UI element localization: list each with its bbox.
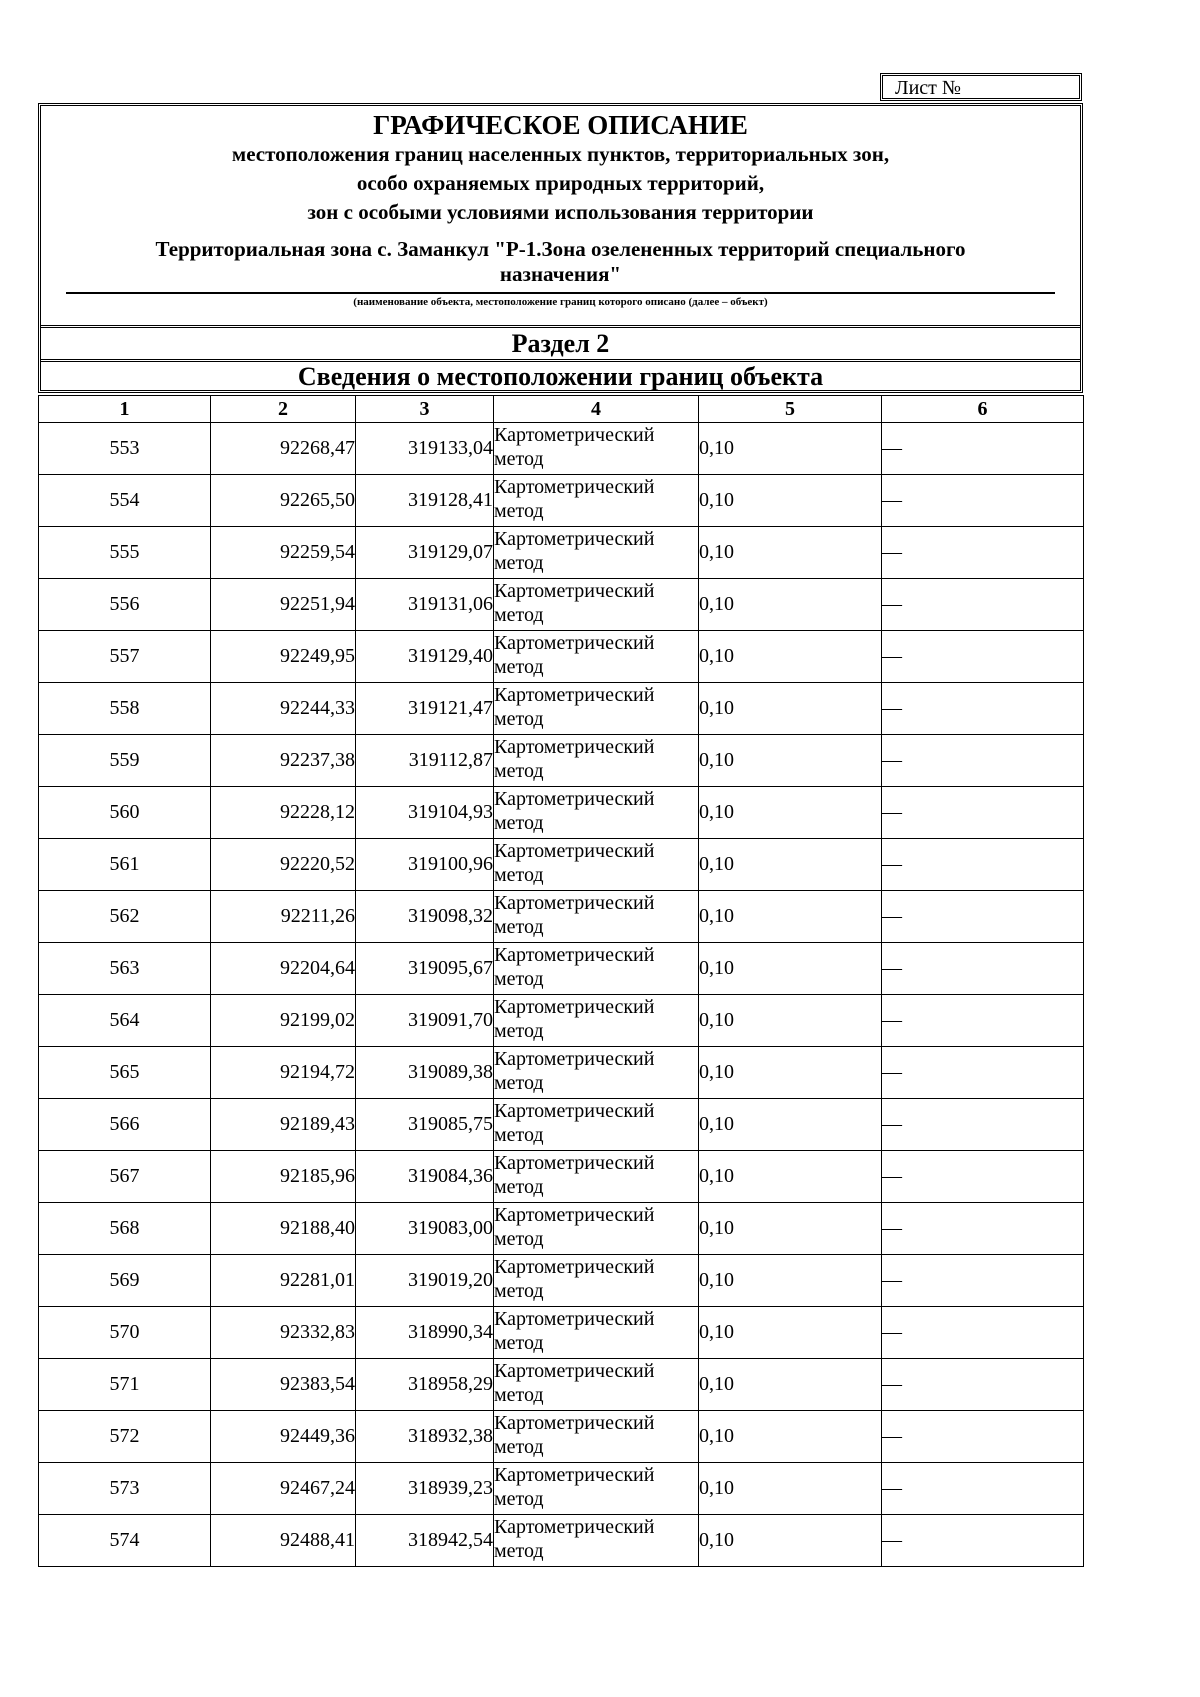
point-number-cell: 573 — [39, 1463, 211, 1515]
method-cell: Картометрический метод — [494, 735, 699, 787]
accuracy-cell: 0,10 — [699, 735, 882, 787]
coordinate-y-cell: 319129,40 — [356, 631, 494, 683]
method-cell: Картометрический метод — [494, 1307, 699, 1359]
coordinate-y-cell: 319089,38 — [356, 1047, 494, 1099]
coordinate-y-cell: 318990,34 — [356, 1307, 494, 1359]
coordinate-x-cell: 92211,26 — [211, 891, 356, 943]
coordinate-y-cell: 319100,96 — [356, 839, 494, 891]
sheet-number-box — [880, 73, 1082, 101]
method-cell: Картометрический метод — [494, 1515, 699, 1567]
column-header: 6 — [882, 396, 1084, 423]
method-cell: Картометрический метод — [494, 475, 699, 527]
coordinate-x-cell: 92251,94 — [211, 579, 356, 631]
coordinate-y-cell: 319131,06 — [356, 579, 494, 631]
table-body — [39, 423, 1084, 1567]
coordinate-y-cell: 318958,29 — [356, 1359, 494, 1411]
method-cell: Картометрический метод — [494, 1047, 699, 1099]
accuracy-cell: 0,10 — [699, 683, 882, 735]
note-cell: — — [882, 1047, 1084, 1099]
table-row — [39, 891, 1084, 943]
coordinate-y-cell: 319084,36 — [356, 1151, 494, 1203]
coordinate-y-cell: 319129,07 — [356, 527, 494, 579]
table-row — [39, 1047, 1084, 1099]
note-cell: — — [882, 683, 1084, 735]
note-cell: — — [882, 527, 1084, 579]
table-row — [39, 839, 1084, 891]
table-row — [39, 579, 1084, 631]
note-cell: — — [882, 787, 1084, 839]
coordinate-y-cell: 318939,23 — [356, 1463, 494, 1515]
coordinate-x-cell: 92228,12 — [211, 787, 356, 839]
point-number-cell: 558 — [39, 683, 211, 735]
coordinate-x-cell: 92249,95 — [211, 631, 356, 683]
method-cell: Картометрический метод — [494, 1151, 699, 1203]
note-cell: — — [882, 1359, 1084, 1411]
document-header — [38, 103, 1083, 393]
coordinate-x-cell: 92204,64 — [211, 943, 356, 995]
table-row — [39, 1203, 1084, 1255]
note-cell: — — [882, 839, 1084, 891]
column-header: 2 — [211, 396, 356, 423]
accuracy-cell: 0,10 — [699, 1047, 882, 1099]
coordinate-y-cell: 319091,70 — [356, 995, 494, 1047]
method-cell: Картометрический метод — [494, 683, 699, 735]
note-cell: — — [882, 1203, 1084, 1255]
note-cell: — — [882, 1307, 1084, 1359]
table-row — [39, 1307, 1084, 1359]
accuracy-cell: 0,10 — [699, 995, 882, 1047]
table-row — [39, 631, 1084, 683]
table-row — [39, 1099, 1084, 1151]
point-number-cell: 571 — [39, 1359, 211, 1411]
point-number-cell: 554 — [39, 475, 211, 527]
method-cell: Картометрический метод — [494, 579, 699, 631]
accuracy-cell: 0,10 — [699, 423, 882, 475]
coordinate-x-cell: 92265,50 — [211, 475, 356, 527]
method-cell: Картометрический метод — [494, 787, 699, 839]
table-row — [39, 1463, 1084, 1515]
method-cell: Картометрический метод — [494, 527, 699, 579]
section-info-title: Сведения о местоположении границ объекта — [297, 362, 824, 391]
accuracy-cell: 0,10 — [699, 1307, 882, 1359]
point-number-cell: 564 — [39, 995, 211, 1047]
object-name-underline — [66, 292, 1055, 294]
table-row — [39, 1411, 1084, 1463]
object-name: Территориальная зона с. Заманкул "Р-1.Зона озелененных территорий специального назначения" — [155, 237, 966, 286]
method-cell: Картометрический метод — [494, 943, 699, 995]
point-number-cell: 572 — [39, 1411, 211, 1463]
subtitle-line-1: местоположения границ населенных пунктов, территориальных зон, — [231, 142, 890, 166]
accuracy-cell: 0,10 — [699, 1151, 882, 1203]
accuracy-cell: 0,10 — [699, 1463, 882, 1515]
coordinate-y-cell: 319098,32 — [356, 891, 494, 943]
note-cell: — — [882, 423, 1084, 475]
accuracy-cell: 0,10 — [699, 579, 882, 631]
object-caption: (наименование объекта, местоположение границ которого описано (далее – объект) — [353, 296, 768, 308]
table-row — [39, 943, 1084, 995]
coordinate-x-cell: 92281,01 — [211, 1255, 356, 1307]
point-number-cell: 568 — [39, 1203, 211, 1255]
column-header: 4 — [494, 396, 699, 423]
method-cell: Картометрический метод — [494, 1463, 699, 1515]
document-title: ГРАФИЧЕСКОЕ ОПИСАНИЕ — [373, 110, 748, 140]
coordinate-x-cell: 92259,54 — [211, 527, 356, 579]
coordinate-x-cell: 92194,72 — [211, 1047, 356, 1099]
table-row — [39, 735, 1084, 787]
table-row — [39, 527, 1084, 579]
coordinate-x-cell: 92449,36 — [211, 1411, 356, 1463]
coordinate-x-cell: 92185,96 — [211, 1151, 356, 1203]
note-cell: — — [882, 735, 1084, 787]
coordinate-y-cell: 319128,41 — [356, 475, 494, 527]
point-number-cell: 561 — [39, 839, 211, 891]
table-row — [39, 683, 1084, 735]
section-title: Раздел 2 — [41, 328, 1080, 362]
accuracy-cell: 0,10 — [699, 1411, 882, 1463]
point-number-cell: 553 — [39, 423, 211, 475]
method-cell: Картометрический метод — [494, 995, 699, 1047]
subtitle-line-3: зон с особыми условиями использования территории — [307, 200, 814, 224]
coordinate-y-cell: 319083,00 — [356, 1203, 494, 1255]
coordinate-x-cell: 92383,54 — [211, 1359, 356, 1411]
point-number-cell: 565 — [39, 1047, 211, 1099]
note-cell: — — [882, 891, 1084, 943]
column-header: 3 — [356, 396, 494, 423]
table-row — [39, 1255, 1084, 1307]
note-cell: — — [882, 943, 1084, 995]
method-cell: Картометрический метод — [494, 1203, 699, 1255]
accuracy-cell: 0,10 — [699, 631, 882, 683]
method-cell: Картометрический метод — [494, 423, 699, 475]
coordinate-x-cell: 92268,47 — [211, 423, 356, 475]
accuracy-cell: 0,10 — [699, 1359, 882, 1411]
accuracy-cell: 0,10 — [699, 943, 882, 995]
method-cell: Картометрический метод — [494, 891, 699, 943]
accuracy-cell: 0,10 — [699, 787, 882, 839]
coordinate-y-cell: 319112,87 — [356, 735, 494, 787]
accuracy-cell: 0,10 — [699, 1515, 882, 1567]
subtitle-line-2: особо охраняемых природных территорий, — [356, 171, 765, 195]
coordinate-x-cell: 92244,33 — [211, 683, 356, 735]
table-header-row — [39, 396, 1084, 423]
point-number-cell: 555 — [39, 527, 211, 579]
method-cell: Картометрический метод — [494, 1411, 699, 1463]
accuracy-cell: 0,10 — [699, 891, 882, 943]
coordinate-y-cell: 319085,75 — [356, 1099, 494, 1151]
point-number-cell: 567 — [39, 1151, 211, 1203]
table-row — [39, 787, 1084, 839]
note-cell: — — [882, 1151, 1084, 1203]
coordinate-y-cell: 319019,20 — [356, 1255, 494, 1307]
note-cell: — — [882, 995, 1084, 1047]
column-header: 1 — [39, 396, 211, 423]
coordinate-y-cell: 319121,47 — [356, 683, 494, 735]
coordinate-x-cell: 92332,83 — [211, 1307, 356, 1359]
method-cell: Картометрический метод — [494, 1359, 699, 1411]
note-cell: — — [882, 579, 1084, 631]
accuracy-cell: 0,10 — [699, 527, 882, 579]
table-row — [39, 475, 1084, 527]
point-number-cell: 557 — [39, 631, 211, 683]
method-cell: Картометрический метод — [494, 631, 699, 683]
point-number-cell: 566 — [39, 1099, 211, 1151]
coordinate-x-cell: 92488,41 — [211, 1515, 356, 1567]
accuracy-cell: 0,10 — [699, 1203, 882, 1255]
coordinate-x-cell: 92189,43 — [211, 1099, 356, 1151]
method-cell: Картометрический метод — [494, 1099, 699, 1151]
header-title-block — [41, 106, 1080, 328]
note-cell: — — [882, 1463, 1084, 1515]
coordinate-y-cell: 319133,04 — [356, 423, 494, 475]
accuracy-cell: 0,10 — [699, 1255, 882, 1307]
coordinate-y-cell: 318932,38 — [356, 1411, 494, 1463]
point-number-cell: 562 — [39, 891, 211, 943]
point-number-cell: 569 — [39, 1255, 211, 1307]
table-row — [39, 423, 1084, 475]
accuracy-cell: 0,10 — [699, 1099, 882, 1151]
note-cell: — — [882, 1515, 1084, 1567]
point-number-cell: 574 — [39, 1515, 211, 1567]
table-row — [39, 1151, 1084, 1203]
coordinate-x-cell: 92467,24 — [211, 1463, 356, 1515]
table-row — [39, 1515, 1084, 1567]
method-cell: Картометрический метод — [494, 839, 699, 891]
coordinate-x-cell: 92188,40 — [211, 1203, 356, 1255]
note-cell: — — [882, 1255, 1084, 1307]
accuracy-cell: 0,10 — [699, 839, 882, 891]
accuracy-cell: 0,10 — [699, 475, 882, 527]
point-number-cell: 559 — [39, 735, 211, 787]
table-row — [39, 995, 1084, 1047]
column-header: 5 — [699, 396, 882, 423]
coordinate-x-cell: 92220,52 — [211, 839, 356, 891]
point-number-cell: 570 — [39, 1307, 211, 1359]
sheet-number-label: Лист № — [895, 77, 961, 99]
coordinates-table — [38, 395, 1084, 1567]
coordinate-y-cell: 318942,54 — [356, 1515, 494, 1567]
note-cell: — — [882, 1411, 1084, 1463]
coordinate-y-cell: 319095,67 — [356, 943, 494, 995]
point-number-cell: 556 — [39, 579, 211, 631]
coordinate-x-cell: 92237,38 — [211, 735, 356, 787]
method-cell: Картометрический метод — [494, 1255, 699, 1307]
table-row — [39, 1359, 1084, 1411]
note-cell: — — [882, 475, 1084, 527]
note-cell: — — [882, 1099, 1084, 1151]
coordinate-y-cell: 319104,93 — [356, 787, 494, 839]
note-cell: — — [882, 631, 1084, 683]
coordinate-x-cell: 92199,02 — [211, 995, 356, 1047]
point-number-cell: 563 — [39, 943, 211, 995]
point-number-cell: 560 — [39, 787, 211, 839]
